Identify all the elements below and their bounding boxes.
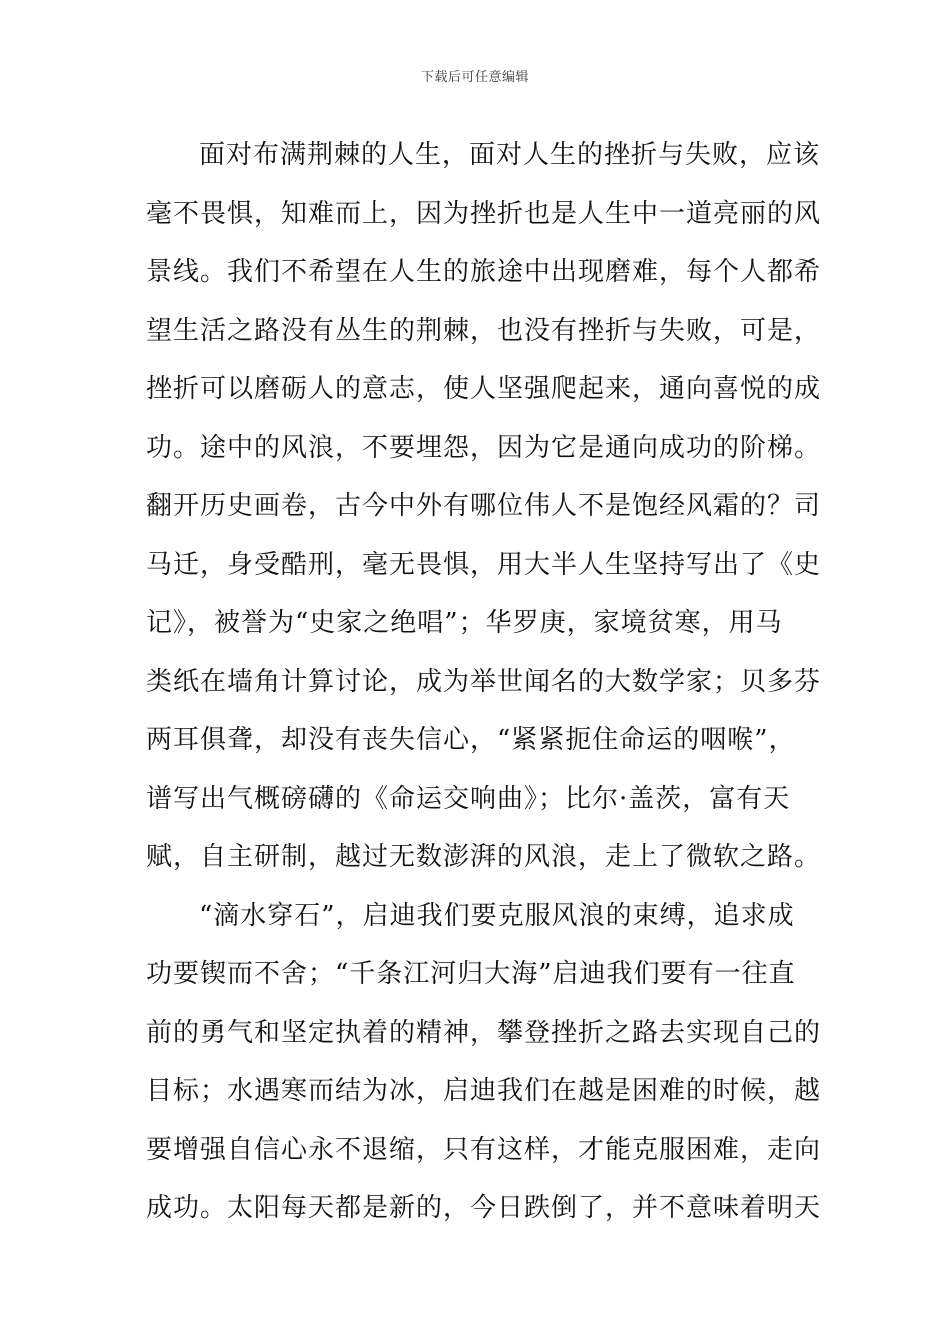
text-line: 前的勇气和坚定执着的精神，攀登挫折之路去实现自己的 <box>146 1017 822 1048</box>
header-note: 下载后可任意编辑 <box>420 70 529 85</box>
text-line: 面对布满荆棘的人生，面对人生的挫折与失败，应该 <box>199 140 821 170</box>
text-line: 毫不畏惧，知难而上，因为挫折也是人生中一道亮丽的风 <box>146 198 822 229</box>
text-line: 要增强自信心永不退缩，只有这样，才能克服困难，走向 <box>146 1134 822 1165</box>
text-line: 目标；水遇寒而结为冰，启迪我们在越是困难的时候，越 <box>146 1076 822 1106</box>
text-line: 赋，自主研制，越过无数澎湃的风浪，走上了微软之路。 <box>146 842 822 872</box>
paragraph-1 <box>146 126 822 887</box>
document-body <box>146 126 822 1238</box>
text-line: 两耳俱聋，却没有丧失信心，“紧紧扼住命运的咽喉”， <box>146 725 796 755</box>
text-line: 功。途中的风浪，不要埋怨，因为它是通向成功的阶梯。 <box>146 432 822 463</box>
paragraph-2 <box>146 887 822 1238</box>
text-line: 谱写出气概磅礴的《命运交响曲》；比尔·盖茨，富有天 <box>146 783 791 814</box>
text-line: 记》，被誉为“史家之绝唱”；华罗庚，家境贫寒，用马 <box>146 608 783 638</box>
text-line: 望生活之路没有丛生的荆棘，也没有挫折与失败，可是， <box>146 315 822 346</box>
text-line: 类纸在墙角计算讨论，成为举世闻名的大数学家；贝多芬 <box>146 666 822 697</box>
text-line: 功要锲而不舍；“千条江河归大海”启迪我们要有一往直 <box>146 959 796 989</box>
text-line: 马迁，身受酷刑，毫无畏惧，用大半人生坚持写出了《史 <box>146 549 822 580</box>
text-line: “滴水穿石”，启迪我们要克服风浪的束缚，追求成 <box>199 900 795 931</box>
text-line: 成功。太阳每天都是新的，今日跌倒了，并不意味着明天 <box>146 1193 822 1223</box>
text-line: 挫折可以磨砺人的意志，使人坚强爬起来，通向喜悦的成 <box>146 374 822 404</box>
text-line: 景线。我们不希望在人生的旅途中出现磨难，每个人都希 <box>146 257 822 287</box>
text-line: 翻开历史画卷，古今中外有哪位伟人不是饱经风霜的？司 <box>146 491 822 521</box>
